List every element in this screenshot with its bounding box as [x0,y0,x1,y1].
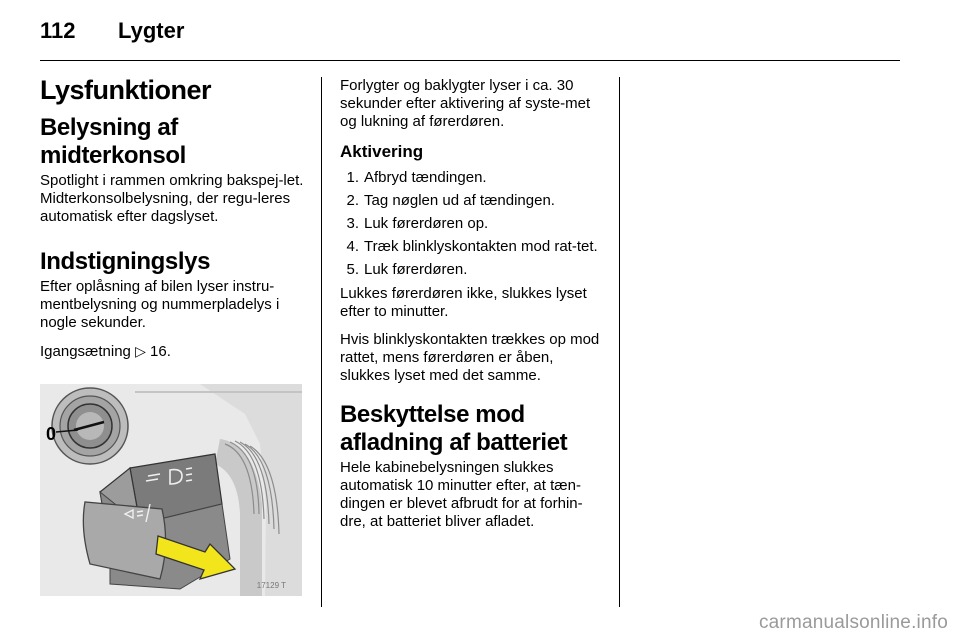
section-text-console-lighting: Spotlight i rammen omkring bakspej-let. Midterkonsolbelysning, der regu-leres automatisk efter dagslyset. [40,172,304,225]
column-divider [321,77,322,607]
step-text: Luk førerdøren. [364,261,468,278]
page-number: 112 [40,18,76,43]
section-text-entry-lighting: Efter oplåsning af bilen lyser instru-mentbelysning og nummerpladelys i nogle sekunder. [40,278,280,331]
door-not-closed-note: Lukkes førerdøren ikke, slukkes lyset efter to minutter. [340,285,587,320]
section-heading-entry-lighting: Indstigningslys [40,248,211,275]
step-text: Afbryd tændingen. [364,169,487,186]
page-header [40,18,900,48]
chapter-title: Lygter [118,18,185,43]
cross-reference [40,342,305,361]
figure-code: 17129 T [256,581,286,590]
follow-me-home-intro: Forlygter og baklygter lyser i ca. 30 sekunder efter aktivering af syste-met og lukning af førerdøren. [340,77,591,130]
main-heading: Lysfunktioner [40,75,212,105]
step-text: Tag nøglen ud af tændingen. [364,192,555,209]
step-item [340,215,605,233]
step-number: 2. [346,192,359,209]
step-item [340,169,605,187]
step-item [340,261,605,279]
right-column [340,77,605,541]
column-divider-right [619,77,620,607]
step-number: 4. [346,238,359,255]
step-item [340,238,605,256]
activation-heading: Aktivering [340,142,424,161]
stalk-illustration-svg [40,384,302,596]
cross-reference-label: Igangsætning [40,343,131,360]
step-text: Træk blinklyskontakten mod rat-tet. [364,238,598,255]
header-rule [40,60,900,61]
watermark: carmanualsonline.info [758,612,948,633]
section-heading-console-lighting: Belysning af midterkonsol [40,114,186,169]
left-column [40,74,305,413]
cross-reference-page[interactable]: 16. [150,343,171,360]
step-number: 1. [346,169,359,186]
battery-protection-text: Hele kabinebelysningen slukkes automatisk 10 minutter efter, at tæn-dingen er blevet afbrudt for at forhin-dre, at batteriet bliver afladet. [340,459,583,530]
step-text: Luk førerdøren op. [364,215,489,232]
step-number: 5. [346,261,359,278]
step-number: 3. [346,215,359,232]
switch-cancel-note: Hvis blinklyskontakten trækkes op mod rattet, mens førerdøren er åben, slukkes lyset med det samme. [340,331,600,384]
follow-me-home-illustration [40,384,302,596]
step-item [340,192,605,210]
battery-protection-heading: Beskyttelse mod afladning af batteriet [340,401,568,456]
page-reference-arrow-icon: ▷ [135,343,146,359]
ignition-position-label: 0 [46,424,57,444]
activation-steps [340,169,605,279]
